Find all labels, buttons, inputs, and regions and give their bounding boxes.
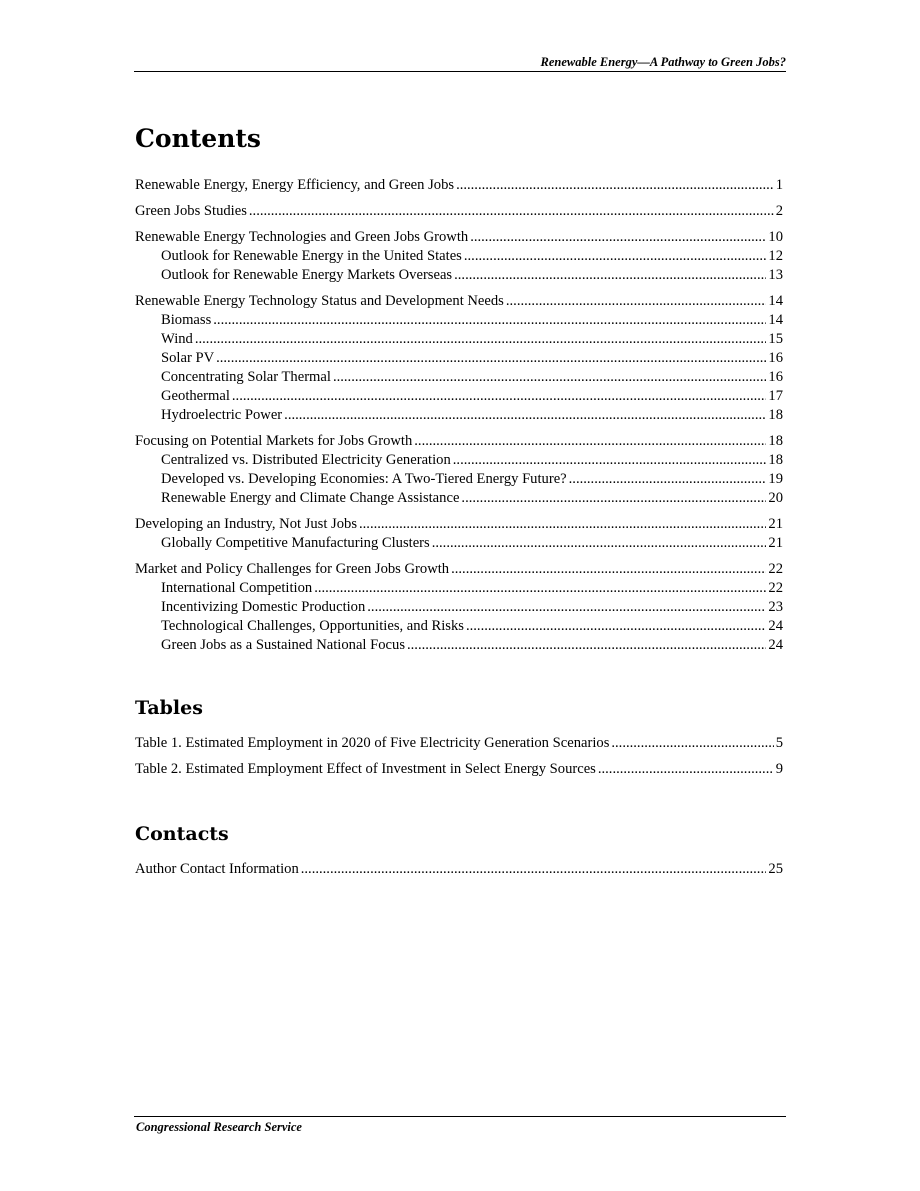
toc-page-number: 19	[768, 471, 783, 487]
toc-page-number: 18	[768, 433, 783, 449]
toc-leader-dots	[461, 489, 766, 507]
toc-entry[interactable]	[135, 860, 783, 878]
toc-page-number: 25	[768, 861, 783, 877]
toc-page-number: 24	[768, 618, 783, 634]
toc-page-number: 20	[768, 490, 783, 506]
toc-leader-dots	[598, 760, 774, 778]
toc-page-number: 16	[768, 350, 783, 366]
toc-leader-dots	[284, 406, 766, 424]
toc-page-number: 15	[768, 331, 783, 347]
toc-entry[interactable]	[135, 515, 783, 533]
toc-leader-dots	[414, 432, 766, 450]
toc-entry-title: Solar PV	[161, 350, 215, 366]
toc-entry-title: Renewable Energy Technology Status and Development Needs	[135, 293, 504, 309]
contacts-list	[135, 860, 783, 878]
toc-leader-dots	[232, 387, 767, 405]
toc-page-number: 18	[768, 407, 783, 423]
toc-leader-dots	[249, 202, 774, 220]
toc-entry-title: Table 2. Estimated Employment Effect of Investment in Select Energy Sources	[135, 761, 596, 777]
toc-page-number: 17	[768, 388, 783, 404]
toc-entry-title: Renewable Energy and Climate Change Assistance	[161, 490, 460, 506]
toc-entry[interactable]	[135, 228, 783, 246]
toc-page-number: 14	[768, 312, 783, 328]
toc-entry[interactable]	[135, 406, 783, 424]
toc-entry[interactable]	[135, 734, 783, 752]
toc-entry[interactable]	[135, 470, 783, 488]
toc-entry-title: Technological Challenges, Opportunities, and Risks	[161, 618, 464, 634]
toc-entry[interactable]	[135, 579, 783, 597]
toc-leader-dots	[453, 451, 767, 469]
toc-entry[interactable]	[135, 311, 783, 329]
toc-entry-title: Renewable Energy, Energy Efficiency, and Green Jobs	[135, 177, 455, 193]
toc-page-number: 21	[768, 516, 783, 532]
toc-entry[interactable]	[135, 330, 783, 348]
toc-leader-dots	[454, 266, 766, 284]
running-header: Renewable Energy—A Pathway to Green Jobs?	[540, 55, 786, 69]
toc-page-number: 13	[768, 267, 783, 283]
toc-leader-dots	[506, 292, 767, 310]
toc-entry[interactable]	[135, 760, 783, 778]
toc-page-number: 9	[775, 761, 783, 777]
toc-entry-title: Outlook for Renewable Energy Markets Overseas	[161, 267, 453, 283]
toc-entry-title: Developed vs. Developing Economies: A Two-Tiered Energy Future?	[161, 471, 567, 487]
toc-entry-title: Focusing on Potential Markets for Jobs Growth	[135, 433, 413, 449]
toc-entry-title: Author Contact Information	[135, 861, 299, 877]
toc-leader-dots	[367, 598, 766, 616]
toc-leader-dots	[611, 734, 773, 752]
toc-entry-title: Renewable Energy Technologies and Green Jobs Growth	[135, 229, 469, 245]
toc-entry-title: Outlook for Renewable Energy in the United States	[161, 248, 462, 264]
toc-leader-dots	[195, 330, 767, 348]
toc-page-number: 10	[768, 229, 783, 245]
toc-entry[interactable]	[135, 387, 783, 405]
toc-leader-dots	[216, 349, 766, 367]
toc-entry-title: Incentivizing Domestic Production	[161, 599, 366, 615]
toc-page-number: 5	[775, 735, 783, 751]
toc-entry[interactable]	[135, 489, 783, 507]
toc-leader-dots	[333, 368, 766, 386]
toc-leader-dots	[432, 534, 767, 552]
toc-leader-dots	[359, 515, 766, 533]
toc-leader-dots	[407, 636, 766, 654]
toc-page-number: 16	[768, 369, 783, 385]
toc-leader-dots	[301, 860, 767, 878]
tables-list	[135, 734, 783, 778]
toc-entry[interactable]	[135, 617, 783, 635]
toc-leader-dots	[314, 579, 766, 597]
toc-entry-title: Green Jobs Studies	[135, 203, 247, 219]
toc-leader-dots	[464, 247, 767, 265]
toc-leader-dots	[213, 311, 766, 329]
toc-page-number: 14	[768, 293, 783, 309]
toc-entry-title: Biomass	[161, 312, 212, 328]
toc-entry-title: Globally Competitive Manufacturing Clusters	[161, 535, 430, 551]
toc-page-number: 23	[768, 599, 783, 615]
contents-list	[135, 176, 783, 654]
toc-leader-dots	[466, 617, 766, 635]
toc-entry[interactable]	[135, 349, 783, 367]
toc-entry-title: International Competition	[161, 580, 313, 596]
toc-entry-title: Table 1. Estimated Employment in 2020 of Five Electricity Generation Scenarios	[135, 735, 610, 751]
toc-entry[interactable]	[135, 432, 783, 450]
toc-entry[interactable]	[135, 534, 783, 552]
toc-entry-title: Wind	[161, 331, 193, 347]
toc-entry-title: Centralized vs. Distributed Electricity Generation	[161, 452, 451, 468]
toc-entry[interactable]	[135, 636, 783, 654]
contacts-heading: Contacts	[135, 823, 229, 845]
toc-entry[interactable]	[135, 292, 783, 310]
toc-leader-dots	[470, 228, 766, 246]
toc-page-number: 21	[768, 535, 783, 551]
toc-page-number: 12	[768, 248, 783, 264]
toc-entry[interactable]	[135, 451, 783, 469]
toc-entry[interactable]	[135, 368, 783, 386]
toc-page-number: 2	[775, 203, 783, 219]
toc-page-number: 1	[775, 177, 783, 193]
toc-entry[interactable]	[135, 560, 783, 578]
toc-entry-title: Green Jobs as a Sustained National Focus	[161, 637, 405, 653]
toc-entry[interactable]	[135, 598, 783, 616]
toc-entry[interactable]	[135, 176, 783, 194]
toc-entry-title: Developing an Industry, Not Just Jobs	[135, 516, 357, 532]
toc-page-number: 22	[768, 561, 783, 577]
toc-entry-title: Geothermal	[161, 388, 230, 404]
toc-leader-dots	[569, 470, 767, 488]
toc-page-number: 18	[768, 452, 783, 468]
toc-entry[interactable]	[135, 247, 783, 265]
toc-page-number: 24	[768, 637, 783, 653]
toc-entry-title: Market and Policy Challenges for Green Jobs Growth	[135, 561, 450, 577]
contents-heading: Contents	[135, 124, 262, 153]
toc-leader-dots	[451, 560, 766, 578]
tables-heading: Tables	[135, 697, 203, 719]
footer-text: Congressional Research Service	[136, 1120, 302, 1134]
toc-entry-title: Hydroelectric Power	[161, 407, 283, 423]
toc-entry[interactable]	[135, 266, 783, 284]
header-rule	[134, 71, 786, 72]
toc-entry[interactable]	[135, 202, 783, 220]
toc-entry-title: Concentrating Solar Thermal	[161, 369, 331, 385]
footer-rule	[134, 1116, 786, 1117]
toc-page-number: 22	[768, 580, 783, 596]
toc-leader-dots	[456, 176, 774, 194]
